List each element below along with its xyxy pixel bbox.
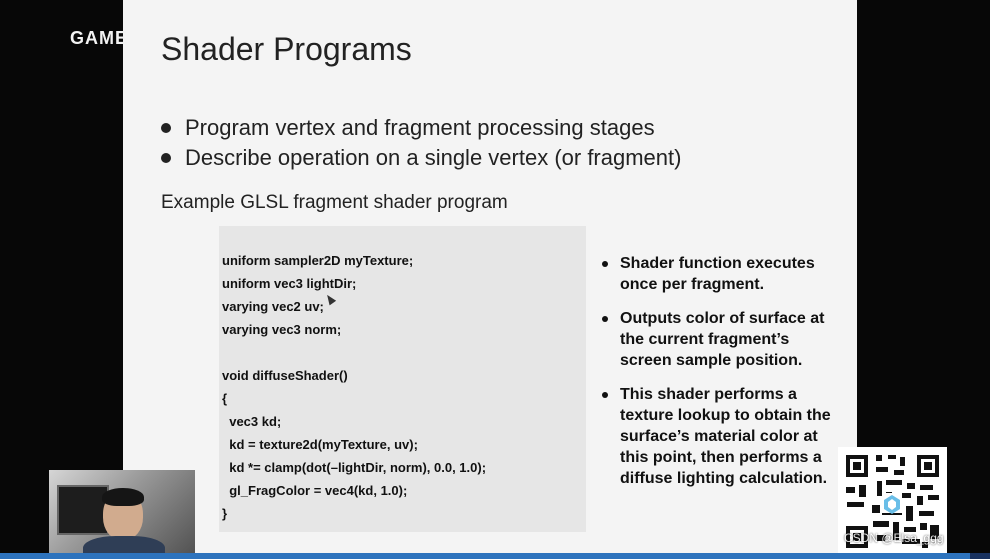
slide-bullet-list: [161, 113, 681, 173]
course-logo: GAME: [70, 28, 128, 48]
shader-code-panel: [219, 226, 586, 532]
webcam-background: [57, 485, 109, 535]
slide-bullet: Program vertex and fragment processing stages: [161, 113, 681, 143]
code-line: gl_FragColor = vec4(kd, 1.0);: [222, 483, 408, 498]
code-line: kd *= clamp(dot(–lightDir, norm), 0.0, 1.0);: [222, 460, 487, 475]
code-line: [222, 341, 586, 364]
watermark-text: CSDN @Elsa_ggg: [844, 531, 944, 545]
code-example-caption: Example GLSL fragment shader program: [161, 192, 508, 213]
code-line: {: [222, 391, 228, 406]
shader-notes-list: [602, 253, 840, 502]
code-line: vec3 kd;: [222, 414, 282, 429]
shader-note: Outputs color of surface at the current fragment’s screen sample position.: [602, 308, 840, 371]
presenter-webcam: [49, 470, 195, 559]
video-progress-fill: [0, 553, 970, 559]
slide-bullet: Describe operation on a single vertex (or fragment): [161, 143, 681, 173]
code-line: uniform vec3 lightDir;: [222, 276, 357, 291]
code-line: void diffuseShader(): [222, 368, 348, 383]
slide-title: Shader Programs: [161, 31, 412, 67]
code-line: uniform sampler2D myTexture;: [222, 253, 414, 268]
code-line: kd = texture2d(myTexture, uv);: [222, 437, 418, 452]
code-line: varying vec2 uv;: [222, 299, 324, 314]
video-progress-bar[interactable]: [0, 553, 990, 559]
presenter-hair: [102, 488, 144, 506]
code-line: }: [222, 506, 228, 521]
shader-note: This shader performs a texture lookup to obtain the surface’s material color at this point, then performs a diffuse lighting calculation.: [602, 384, 840, 489]
presentation-slide: [123, 0, 857, 553]
shader-note: Shader function executes once per fragment.: [602, 253, 840, 295]
code-line: varying vec3 norm;: [222, 322, 342, 337]
